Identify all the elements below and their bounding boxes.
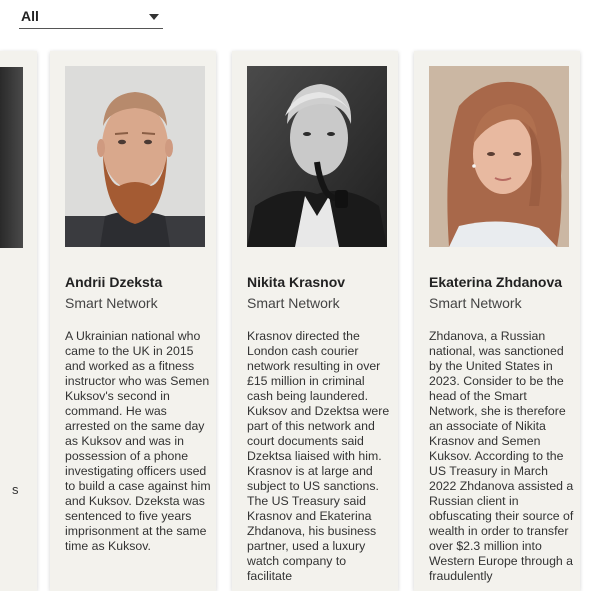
profile-name: Nikita Krasnov xyxy=(247,274,346,290)
profile-card-partial[interactable] xyxy=(0,51,37,591)
profile-name: Andrii Dzeksta xyxy=(65,274,163,290)
profile-photo xyxy=(247,66,387,247)
filter-selected-value: All xyxy=(21,8,39,24)
profile-organisation: Smart Network xyxy=(65,295,158,311)
profile-name: Ekaterina Zhdanova xyxy=(429,274,563,290)
profile-card-ekaterina-zhdanova[interactable] xyxy=(414,51,580,591)
chevron-down-icon xyxy=(149,14,159,20)
profile-organisation: Smart Network xyxy=(429,295,522,311)
profile-photo-partial xyxy=(0,67,23,248)
profile-bio: Krasnov directed the London cash courier network resulting in over £15 million in criminal cash being laundered. Kuksov and Dzektsa were part of this network and court documents said Dzektsa liaised with him. Krasnov is at large and subject to US sanctions. The US Treasury said Krasnov and Ekaterina Zhdanova, his business partner, used a luxury watch company to facilitate xyxy=(247,329,390,583)
profile-photo xyxy=(429,66,569,247)
profile-card-andrii-dzeksta[interactable] xyxy=(50,51,216,591)
profile-bio-fragment: s xyxy=(12,482,19,497)
profile-organisation: Smart Network xyxy=(247,295,340,311)
profile-card-nikita-krasnov[interactable] xyxy=(232,51,398,591)
category-filter-dropdown[interactable] xyxy=(19,4,163,29)
profile-photo xyxy=(65,66,205,247)
profile-bio: A Ukrainian national who came to the UK in 2015 and worked as a fitness instructor who was Semen Kuksov's second in command. He was arrested on the same day as Kuksov and was in possession of a phone investigating officers used to build a case against him and Kuksov. Dzeksta was sentenced to five years imprisonment at the same time as Kuksov. xyxy=(65,329,211,553)
profile-bio: Zhdanova, a Russian national, was sanctioned by the United States in 2023. Consider to be the head of the Smart Network, she is therefore an associate of Nikita Krasnov and Semen Kuksov. According to the US Treasury in March 2022 Zhdanova assisted a Russian client in obfuscating their source of wealth in order to transfer over $2.3 million into Western Europe through a fraudulently xyxy=(429,329,574,583)
